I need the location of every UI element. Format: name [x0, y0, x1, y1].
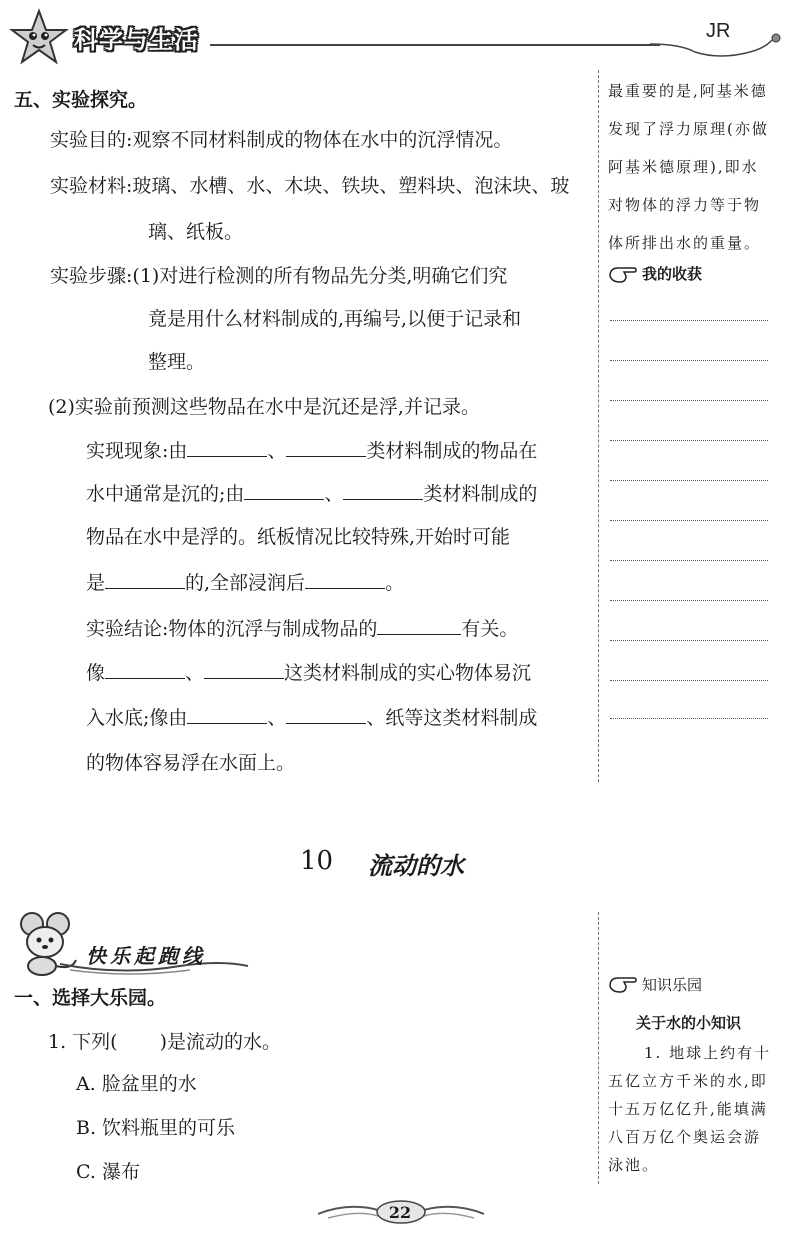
writing-line[interactable]: [610, 600, 768, 601]
separator: 、: [185, 662, 205, 684]
conclusion-text: 、纸等这类材料制成: [366, 707, 538, 729]
knowledge-subheading: 关于水的小知识: [636, 1014, 742, 1032]
answer-blank[interactable]: [286, 705, 366, 724]
answer-blank[interactable]: [187, 705, 267, 724]
phenomenon-text: 类材料制成的: [423, 483, 538, 505]
conclusion-line2: [86, 660, 531, 685]
sidebar-fact-line: 发现了浮力原理(亦做: [608, 120, 769, 138]
option-a: A. 脸盆里的水: [76, 1073, 197, 1095]
conclusion-text: 实验结论:物体的沉浮与制成物品的: [86, 618, 378, 640]
sidebar-fact-line: 阿基米德原理),即水: [608, 158, 759, 176]
page-number: 22: [388, 1203, 412, 1222]
section5-title: 五、实验探究。: [14, 89, 148, 111]
answer-blank[interactable]: [187, 438, 267, 457]
writing-line[interactable]: [610, 680, 768, 681]
option-b: B. 饮料瓶里的可乐: [76, 1117, 236, 1139]
experiment-materials-line2: 璃、纸板。: [148, 221, 244, 243]
answer-blank[interactable]: [377, 616, 461, 635]
warmup-banner: 快乐起跑线: [86, 944, 206, 968]
experiment-steps-line1: 实验步骤:(1)对进行检测的所有物品先分类,明确它们究: [50, 265, 508, 287]
phenomenon-text: 的,全部浸润后: [185, 572, 306, 594]
star-mascot-icon: [8, 8, 70, 70]
pointing-hand-icon: [608, 972, 638, 994]
harvest-heading: 我的收获: [642, 265, 703, 283]
phenomenon-line1: [86, 438, 537, 463]
answer-blank[interactable]: [244, 481, 324, 500]
phenomenon-line3: 物品在水中是浮的。纸板情况比较特殊,开始时可能: [86, 526, 511, 548]
writing-line[interactable]: [610, 480, 768, 481]
answer-blank[interactable]: [286, 438, 366, 457]
writing-line[interactable]: [610, 440, 768, 441]
sidebar-divider: [598, 912, 599, 1184]
phenomenon-line2: [86, 481, 537, 506]
phenomenon-text: 类材料制成的物品在: [366, 440, 538, 462]
phenomenon-text: 实现现象:由: [86, 440, 188, 462]
part1-title: 一、选择大乐园。: [14, 987, 167, 1009]
sidebar-divider: [598, 70, 599, 782]
phenomenon-text: 是: [86, 572, 106, 594]
question-1: [48, 1030, 281, 1054]
answer-blank[interactable]: [204, 660, 284, 679]
phenomenon-text: 。: [385, 572, 405, 594]
writing-line[interactable]: [610, 718, 768, 719]
knowledge-line: 八百万亿个奥运会游: [608, 1128, 762, 1146]
conclusion-line4: 的物体容易浮在水面上。: [86, 752, 296, 774]
question-text: 1. 下列(: [48, 1031, 118, 1053]
experiment-purpose: 实验目的:观察不同材料制成的物体在水中的沉浮情况。: [50, 129, 513, 151]
answer-blank[interactable]: [105, 660, 185, 679]
phenomenon-text: 水中通常是沉的;由: [86, 483, 245, 505]
experiment-steps-line2: 竟是用什么材料制成的,再编号,以便于记录和: [148, 308, 522, 330]
question-text: )是流动的水。: [159, 1031, 282, 1053]
conclusion-line1: [86, 616, 518, 641]
sidebar-fact-line: 最重要的是,阿基米德: [608, 82, 768, 100]
sidebar-fact-line: 对物体的浮力等于物: [608, 196, 762, 214]
brand-title: 科学与生活: [74, 26, 199, 54]
answer-blank[interactable]: [305, 570, 385, 589]
header-rule: [210, 44, 660, 46]
knowledge-heading: 知识乐园: [642, 976, 703, 994]
conclusion-text: 有关。: [461, 618, 519, 640]
writing-line[interactable]: [610, 560, 768, 561]
conclusion-line3: [86, 705, 537, 730]
writing-line[interactable]: [610, 640, 768, 641]
separator: 、: [267, 707, 287, 729]
writing-line[interactable]: [610, 360, 768, 361]
conclusion-text: 入水底;像由: [86, 707, 188, 729]
option-c: C. 瀑布: [76, 1161, 140, 1183]
writing-line[interactable]: [610, 320, 768, 321]
answer-blank[interactable]: [105, 570, 185, 589]
lesson-number: 10: [300, 846, 334, 876]
answer-blank[interactable]: [343, 481, 423, 500]
experiment-step2: (2)实验前预测这些物品在水中是沉还是浮,并记录。: [48, 396, 480, 418]
pointing-hand-icon: [608, 262, 638, 284]
lesson-title: 流动的水: [368, 852, 464, 880]
conclusion-text: 像: [86, 662, 106, 684]
phenomenon-line4: [86, 570, 404, 595]
knowledge-line: 1. 地球上约有十: [644, 1044, 772, 1062]
knowledge-line: 泳池。: [608, 1156, 660, 1174]
experiment-materials-line1: 实验材料:玻璃、水槽、水、木块、铁块、塑料块、泡沫块、玻: [50, 175, 570, 197]
sidebar-fact-line: 体所排出水的重量。: [608, 234, 762, 252]
writing-line[interactable]: [610, 400, 768, 401]
edition-label: JR: [706, 20, 731, 42]
conclusion-text: 这类材料制成的实心物体易沉: [284, 662, 532, 684]
writing-line[interactable]: [610, 520, 768, 521]
experiment-steps-line3: 整理。: [148, 351, 206, 373]
knowledge-line: 五亿立方千米的水,即: [608, 1072, 768, 1090]
separator: 、: [267, 440, 287, 462]
knowledge-line: 十五万亿亿升,能填满: [608, 1100, 768, 1118]
separator: 、: [324, 483, 344, 505]
